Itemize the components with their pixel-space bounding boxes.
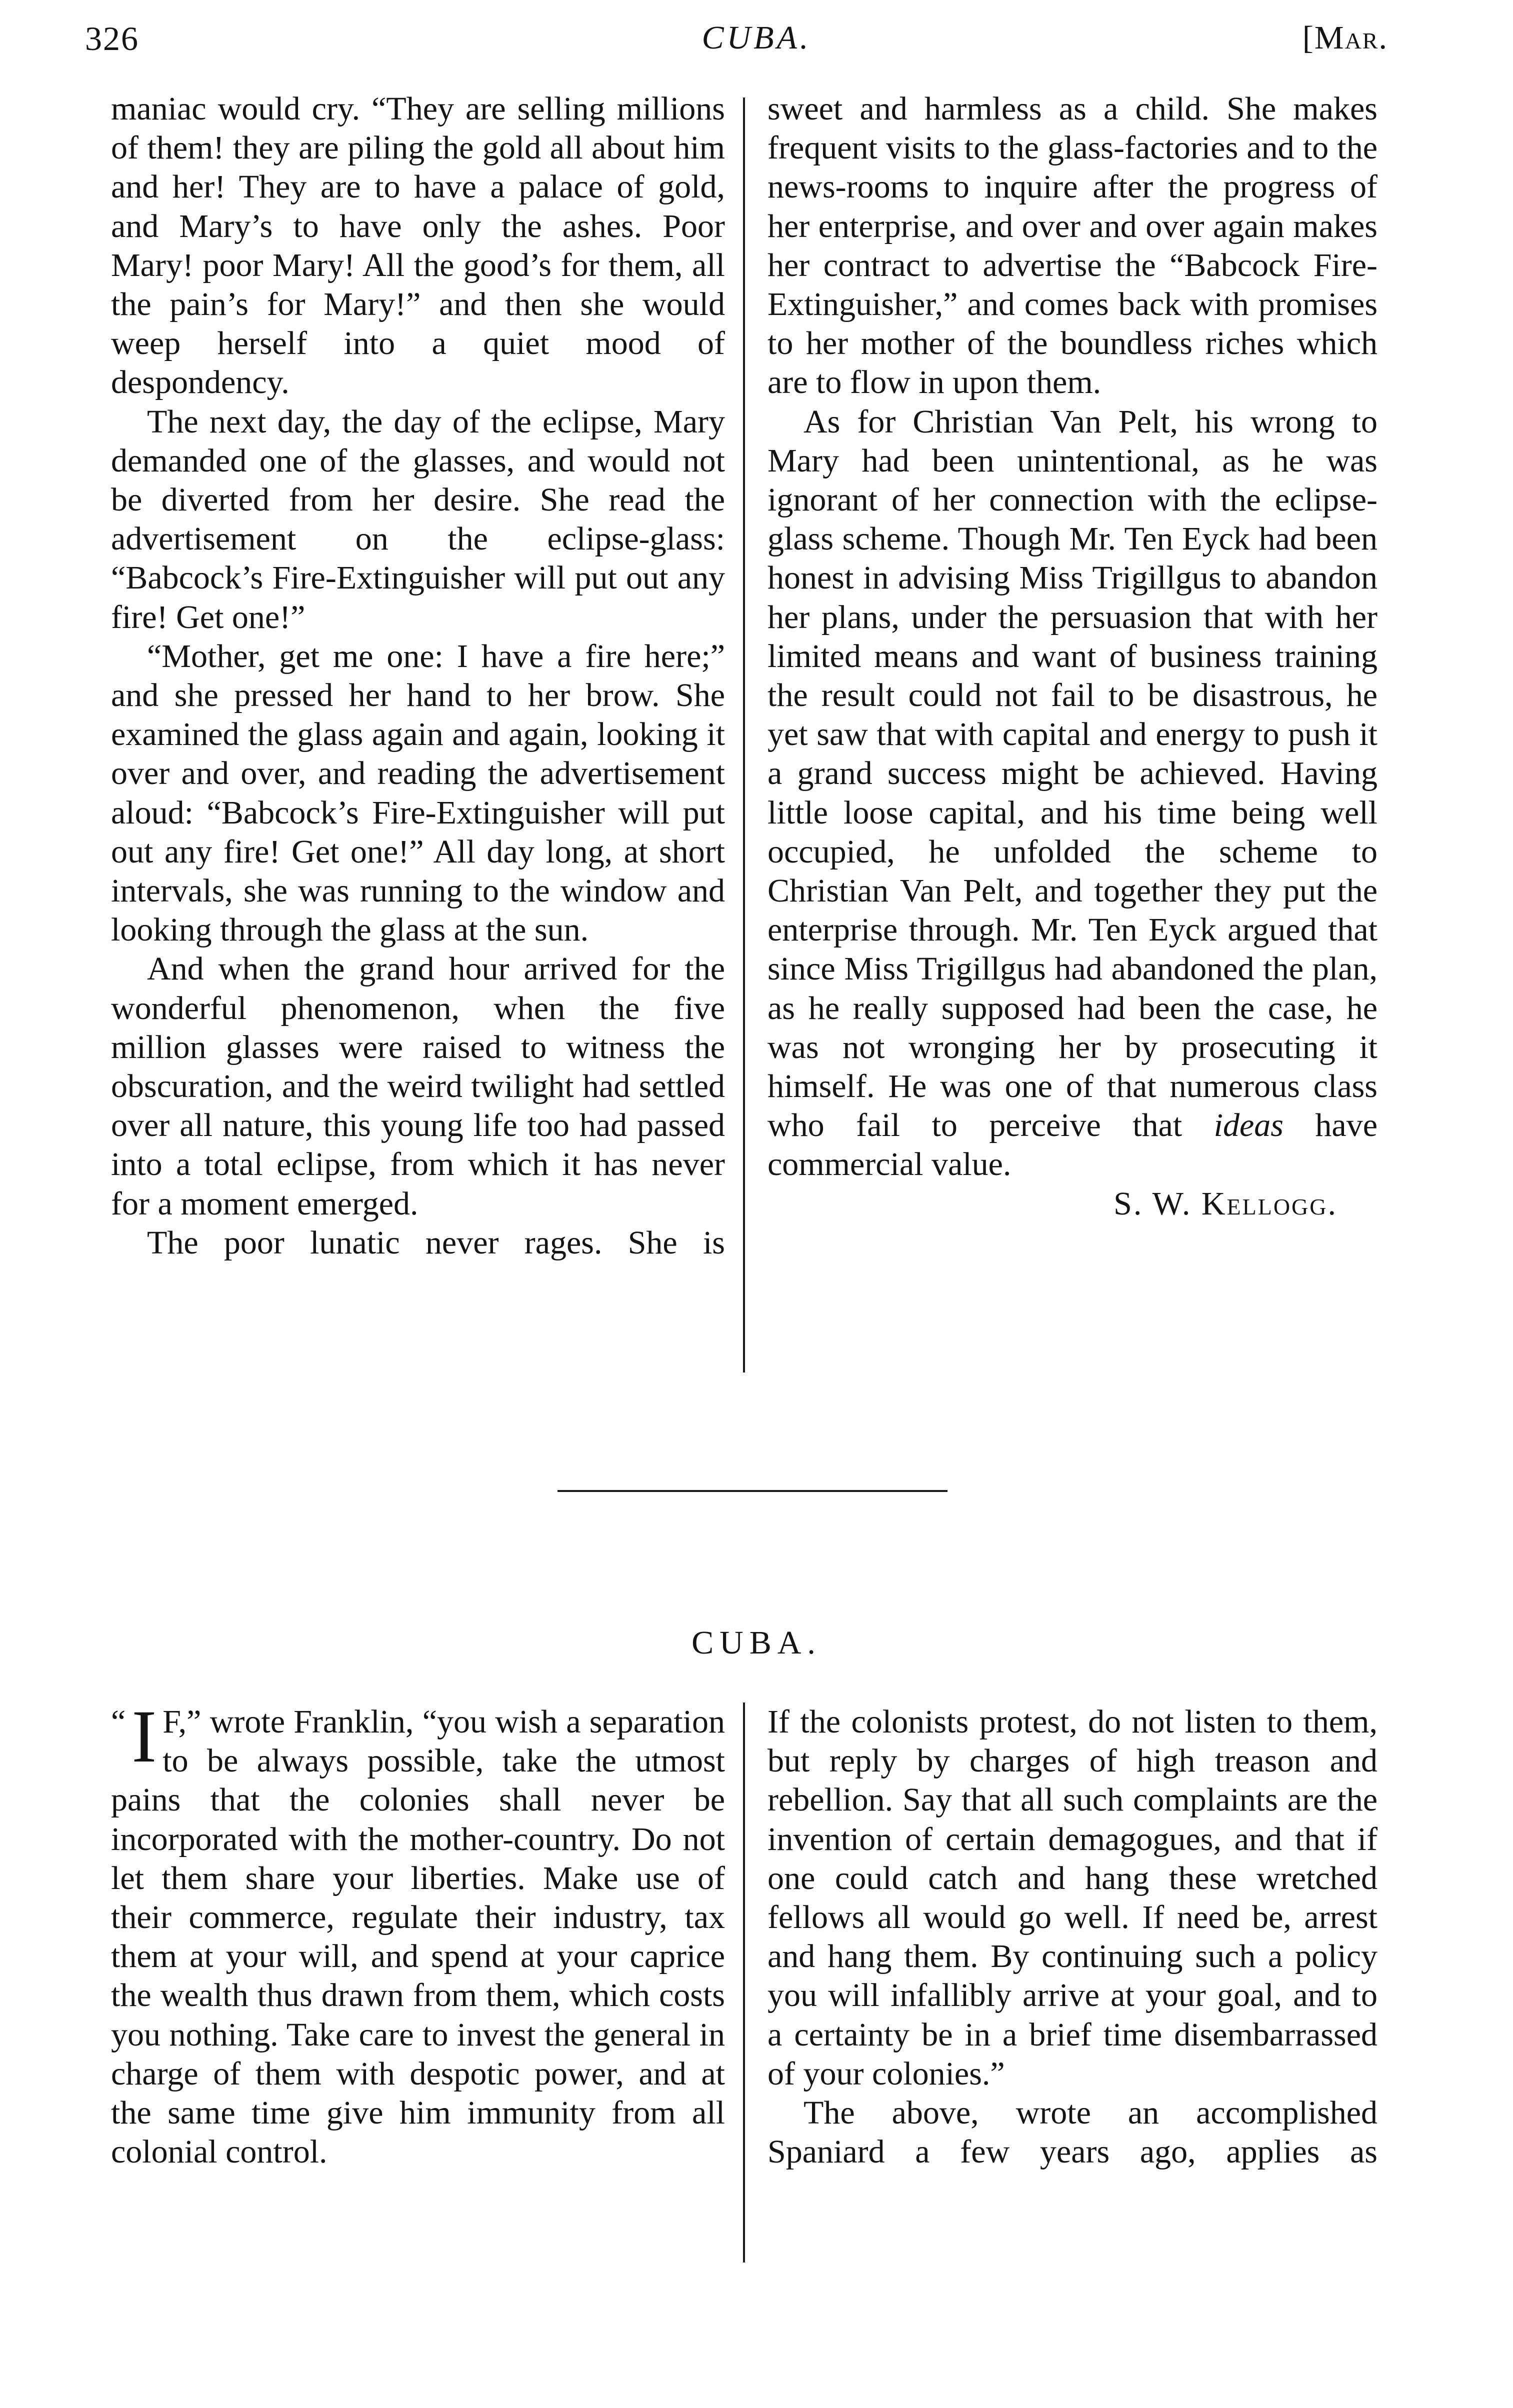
drop-cap: I: [132, 1695, 157, 1778]
story-paragraph: The poor lunatic never rages. She is: [147, 1224, 725, 1261]
author-signature: S. W. Kellogg.: [1114, 1185, 1338, 1222]
article-opening-paragraph: [111, 1695, 725, 2172]
column-divider: [743, 1702, 745, 2262]
story-paragraph-text: As for Christian Van Pelt, his wrong to Mary had been unintentional, as he was ignorant of her connection with the eclipse-glass scheme. Though Mr. Ten Eyck had been honest in advising Miss Trigillgus to abandon her plans, under the persuasion that with her limited means and want of business training the result could not fail to be disastrous, he yet saw that with capital and energy to push it a grand success might be achieved. Having little loose capital, and his time being well occupied, he unfolded the scheme to Christian Van Pelt, and together they put the enterprise through. Mr. Ten Eyck argued that since Miss Trigillgus had abandoned the plan, as he really supposed had been the case, he was not wronging her by prosecuting it himself. He was one of that numerous class who fail to perceive that: [768, 403, 1378, 1144]
column-divider: [743, 98, 745, 1372]
running-date: [Mar.: [1302, 20, 1388, 56]
running-header: [0, 19, 1513, 74]
story-left-column: [111, 90, 725, 1262]
emphasis-ideas: ideas: [1214, 1107, 1284, 1144]
page-number: 326: [85, 20, 139, 58]
article-right-column: [768, 1702, 1378, 2172]
story-paragraph: [768, 402, 1378, 1184]
running-title: CUBA.: [702, 20, 812, 56]
story-paragraph: And when the grand hour arrived for the wonderful phenomenon, when the five million glasses were raised to witness the obscuration, and the weird twilight had settled over all nature, this young life too had passed into a total eclipse, from which it has never for a moment emerged.: [111, 950, 725, 1222]
article-paragraph: If the colonists protest, do not listen to them, but reply by charges of high treason and rebellion. Say that all such complaints are the invention of certain demagogues, and that if one could catch and hang these wretched fellows all would go well. If need be, arrest and hang them. By continuing such a policy you will infallibly arrive at your goal, and to a certainty be in a brief time disembarrassed of your colonies.”: [768, 1704, 1378, 2092]
article-title: CUBA.: [692, 1624, 822, 1661]
article-paragraph: The above, wrote an accomplished Spaniard a few years ago, applies as: [768, 2094, 1378, 2170]
article-left-column: [111, 1695, 725, 2172]
story-paragraph-tail: have commercial value.: [768, 1107, 1378, 1183]
story-paragraph: sweet and harmless as a child. She makes frequent visits to the glass-factories and to the news-rooms to inquire after the progress of her enterprise, and over and over again makes her contract to advertise the “Babcock Fire-Extinguisher,” and comes back with promises to her mother of the boundless riches which are to flow in upon them.: [768, 90, 1378, 401]
story-paragraph: “Mother, get me one: I have a fire here;” and she pressed her hand to her brow. She examined the glass again and again, looking it over and over, and reading the advertisement aloud: “Babcock’s Fire-Extinguisher will put out any fire! Get one!” All day long, at short intervals, she was running to the window and looking through the glass at the sun.: [111, 638, 725, 948]
story-paragraph: maniac would cry. “They are selling millions of them! they are piling the gold all about him and her! They are to have a palace of gold, and Mary’s to have only the ashes. Poor Mary! poor Mary! All the good’s for them, all the pain’s for Mary!” and then she would weep herself into a quiet mood of despondency.: [111, 90, 725, 401]
story-paragraph: The next day, the day of the eclipse, Mary demanded one of the glasses, and would not be diverted from her desire. She read the advertisement on the eclipse-glass: “Babcock’s Fire-Extinguisher will put out any fire! Get one!”: [111, 403, 725, 636]
article-paragraph-text: F,” wrote Franklin, “you wish a separation to be always possible, take the utmost pains that the colonies shall never be incorporated with the mother-country. Do not let them share your liberties. Make use of their commerce, regulate their industry, tax them at your will, and spend at your caprice the wealth thus drawn from them, which costs you nothing. Take care to invest the general in charge of them with despotic power, and at the same time give him immunity from all colonial control.: [111, 1704, 725, 2170]
open-quote: “: [111, 1704, 126, 1740]
story-right-column: [768, 90, 1378, 1224]
section-separator: [558, 1490, 948, 1492]
